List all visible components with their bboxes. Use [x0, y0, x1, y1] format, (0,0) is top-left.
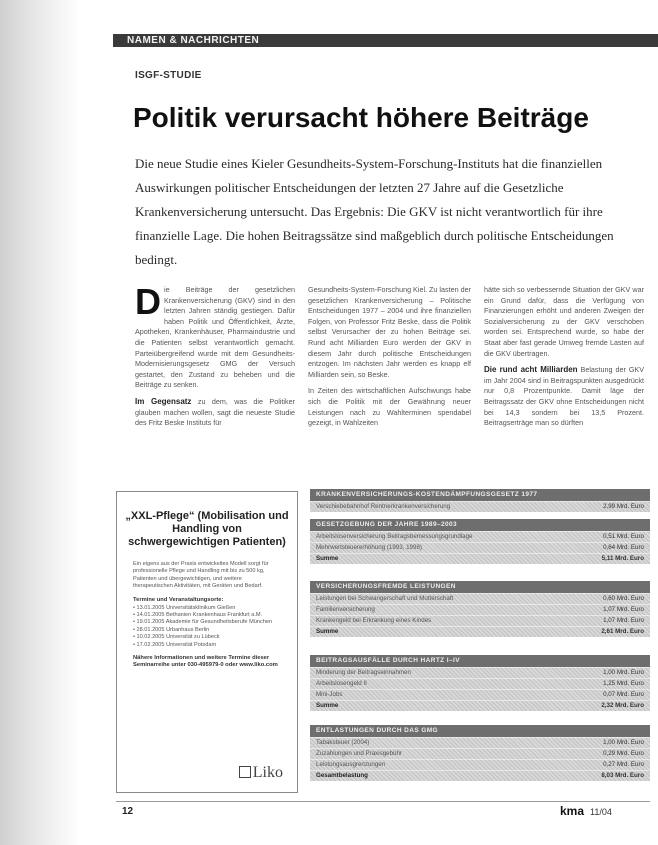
- cost-tables: [310, 489, 650, 799]
- cost-row-value: 2,61 Mrd. Euro: [601, 628, 644, 635]
- article-title: Politik verursacht höhere Beiträge: [133, 102, 589, 133]
- footer-rule: [116, 801, 650, 802]
- ad-date-item: • 28.01.2005 Urbanhaus Berlin: [133, 626, 210, 633]
- cost-row-label: Summe: [316, 702, 339, 709]
- cost-table-row: [310, 615, 650, 626]
- cost-row-label: Leistungsausgrenzungen: [316, 761, 386, 768]
- cost-row-label: Summe: [316, 628, 339, 635]
- cost-table: [310, 489, 650, 512]
- cost-row-value: 1,07 Mrd. Euro: [603, 606, 644, 613]
- page-number: 12: [122, 806, 134, 817]
- cost-table-row: [310, 759, 650, 770]
- cost-row-value: 1,07 Mrd. Euro: [603, 617, 644, 624]
- cost-row-label: Summe: [316, 555, 339, 562]
- cost-row-label: Mehrwertsteuererhöhung (1993, 1998): [316, 544, 422, 551]
- liko-logo: [239, 764, 283, 782]
- ad-date-item: • 17.02.2005 Universität Potsdam: [133, 641, 217, 648]
- liko-logo-text: Liko: [252, 764, 283, 781]
- column-2-paragraph-2: In Zeiten des wirtschaftlichen Aufschwungs habe sich die Politik mit der Gewährung neuer Leistungen nach zu Wahlterminen spendabel gezeigt, in Wahlzeiten: [308, 386, 471, 428]
- cost-row-value: 0,07 Mrd. Euro: [603, 691, 644, 698]
- ad-contact: Nähere Informationen und weitere Termine dieser Seminarreihe unter 030-495979-0 oder www.liko.com: [133, 655, 278, 669]
- ad-date-item: • 14.01.2005 Bethanien Krankenhaus Frankfurt a.M.: [133, 612, 263, 619]
- cost-row-value: 2,99 Mrd. Euro: [603, 503, 644, 510]
- page-gutter-shade: [0, 0, 80, 845]
- cost-row-label: Arbeitslosengeld II: [316, 680, 367, 687]
- ad-date-item: • 10.02.2005 Universität zu Lübeck: [133, 634, 220, 641]
- cost-table: [310, 581, 650, 637]
- cost-table-row: [310, 531, 650, 542]
- cost-row-value: 8,03 Mrd. Euro: [601, 772, 644, 779]
- cost-row-label: Krankengeld bei Erkrankung eines Kindes: [316, 617, 432, 624]
- cost-table: [310, 519, 650, 564]
- section-banner: [113, 34, 658, 47]
- cost-row-label: Tabaksteuer (2004): [316, 739, 370, 746]
- cost-row-value: 0,51 Mrd. Euro: [603, 533, 644, 540]
- column-2-paragraph-1: Gesundheits-System-Forschung Kiel. Zu lasten der gesetzlichen Krankenversicherung – Politische Entscheidungen 1977 – 2004 und ihre finanziellen Folgen, von Professor Fritz Beske, dass die Politik selbst Verursacher der zu hohen Beiträge sei. Rund acht Milliarden Euro werden der GKV in diesem Jahr durch politische Entscheidungen entzogen. Im nächsten Jahr werden es knapp elf Milliarden sein, so Beske.: [308, 285, 471, 379]
- column-1-paragraph-1: ie Beiträge der gesetzlichen Krankenversicherung (GKV) sind in den letzten Jahren ständig gestiegen. Dafür haben Politik und Öffentlichkeit, Ärzte, Apotheken, Krankenhäuser, Pharmaindustrie und die Patienten selbst verantwortlich gemacht. Parteiübergreifend wurde mit dem Gesundheits-Modernisierungsgesetz GMG der Versuch gestartet, den Zustand zu beheben und die Beiträge zu senken.: [135, 285, 295, 390]
- article-lead: Die neue Studie eines Kieler Gesundheits-System-Forschung-Instituts hat die finanziellen Auswirkungen politischer Entscheidungen der letzten 27 Jahre auf die Gesetzliche Krankenversicherung untersucht. Das Ergebnis: Die GKV ist nicht verantwortlich für ihre finanzielle Lage. Die hohen Beitragssätze sind maßgeblich durch politische Entscheidungen bedingt.: [135, 156, 614, 267]
- drop-cap: D: [135, 281, 161, 322]
- cost-row-value: 0,29 Mrd. Euro: [603, 750, 644, 757]
- ad-date-item: • 13.01.2005 Universitätsklinikum Gießen: [133, 604, 236, 611]
- cost-row-label: Mini-Jobs: [316, 691, 343, 698]
- cost-row-value: 0,64 Mrd. Euro: [603, 544, 644, 551]
- section-label: NAMEN & NACHRICHTEN: [127, 35, 260, 46]
- cost-table-header: KRANKENVERSICHERUNGS-KOSTENDÄMPFUNGSGESETZ 1977: [310, 489, 650, 501]
- liko-advertisement[interactable]: [116, 491, 298, 793]
- cost-row-label: Gesamtbelastung: [316, 772, 368, 779]
- cost-row-label: Zuzahlungen und Praxisgebühr: [316, 750, 402, 757]
- cost-row-label: Minderung der Beitragseinnahmen: [316, 669, 411, 676]
- article-column-2: [308, 285, 471, 435]
- cost-row-value: 1,00 Mrd. Euro: [603, 669, 644, 676]
- ad-date-item: • 19.01.2005 Akademie für Gesundheitsberufe München: [133, 619, 273, 626]
- article-column-3: [484, 285, 644, 435]
- ad-title: „XXL-Pflege“ (Mobilisation und Handling von schwergewichtigen Patienten): [125, 510, 289, 548]
- cost-table-row: [310, 501, 650, 512]
- cost-table-row: [310, 626, 650, 637]
- column-1-paragraph-2: zu dem, was die Politiker glauben machen wollen, sagt die neueste Studie des Fritz Beske Instituts für: [135, 396, 295, 428]
- ad-date-list: [133, 605, 281, 649]
- cost-table: [310, 655, 650, 711]
- cost-table-row: [310, 667, 650, 678]
- article-kicker: ISGF-STUDIE: [135, 70, 202, 81]
- cost-row-value: 1,00 Mrd. Euro: [603, 739, 644, 746]
- cost-table-row: [310, 737, 650, 748]
- column-3-subhead: Die rund acht Milliarden: [484, 365, 578, 375]
- cost-table-row: [310, 748, 650, 759]
- cost-table-row: [310, 604, 650, 615]
- cost-table-row: [310, 700, 650, 711]
- cost-row-value: 1,25 Mrd. Euro: [603, 680, 644, 687]
- cost-table-row: [310, 553, 650, 564]
- cost-row-value: 0,27 Mrd. Euro: [603, 761, 644, 768]
- cost-row-value: 5,11 Mrd. Euro: [601, 555, 644, 562]
- cost-row-label: Familienversicherung: [316, 606, 375, 613]
- cost-table-row: [310, 542, 650, 553]
- cost-table-header: VERSICHERUNGSFREMDE LEISTUNGEN: [310, 581, 650, 593]
- ad-intro: Ein eigens aus der Praxis entwickeltes Modell sorgt für professionelle Pflege und Handling mit bis zu 500 kg, Patienten und übergewichtigen, und weitere therapeutischen Aktivitäten, mit Geräten und Bedarf.: [133, 561, 269, 590]
- cost-table-header: ENTLASTUNGEN DURCH DAS GMG: [310, 725, 650, 737]
- issue-number: 11/04: [590, 807, 612, 817]
- cost-table-row: [310, 689, 650, 700]
- column-3-paragraph-1: hätte sich so verbessernde Situation der GKV war ein Grund dafür, dass die Verfügung von Finanzierungen erhöht und anderen Zweigen der Sozialversicherung zu der GKV verschoben worden sei. Entsprechend wurde, so habe der Staat aber fast gerade Umweg fremde Lasten auf die GKV übertragen.: [484, 285, 644, 358]
- article-column-1: [135, 281, 295, 435]
- logo-square-icon: [239, 766, 251, 778]
- ad-subhead: Termine und Veranstaltungsorte:: [133, 596, 224, 603]
- cost-table-row: [310, 593, 650, 604]
- column-3-paragraph-2: Belastung der GKV im Jahr 2004 sind in Beitragspunkten ausgedrückt nur 0,8 Prozentpunkte. Damit läge der Beitragssatz der GKV ohne Entscheidungen nicht bei 14,3 sondern bei 13,5 Prozent. Beitragserträge man so dürften: [484, 365, 644, 428]
- magazine-logo: kma: [560, 804, 585, 818]
- cost-row-label: Arbeitslosenversicherung Beitragsbemessungsgrundlage: [316, 533, 473, 540]
- cost-row-value: 0,60 Mrd. Euro: [603, 595, 644, 602]
- cost-table: [310, 725, 650, 781]
- cost-row-label: Leistungen bei Schwangerschaft und Mutterschaft: [316, 595, 454, 602]
- cost-table-row: [310, 678, 650, 689]
- cost-table-header: GESETZGEBUNG DER JAHRE 1989–2003: [310, 519, 650, 531]
- cost-row-label: Verschiebebahnhof Rentnerkrankenversicherung: [316, 503, 451, 510]
- cost-table-row: [310, 770, 650, 781]
- cost-table-header: BEITRAGSAUSFÄLLE DURCH HARTZ I–IV: [310, 655, 650, 667]
- cost-row-value: 2,32 Mrd. Euro: [601, 702, 644, 709]
- column-1-subhead: Im Gegensatz: [135, 396, 192, 406]
